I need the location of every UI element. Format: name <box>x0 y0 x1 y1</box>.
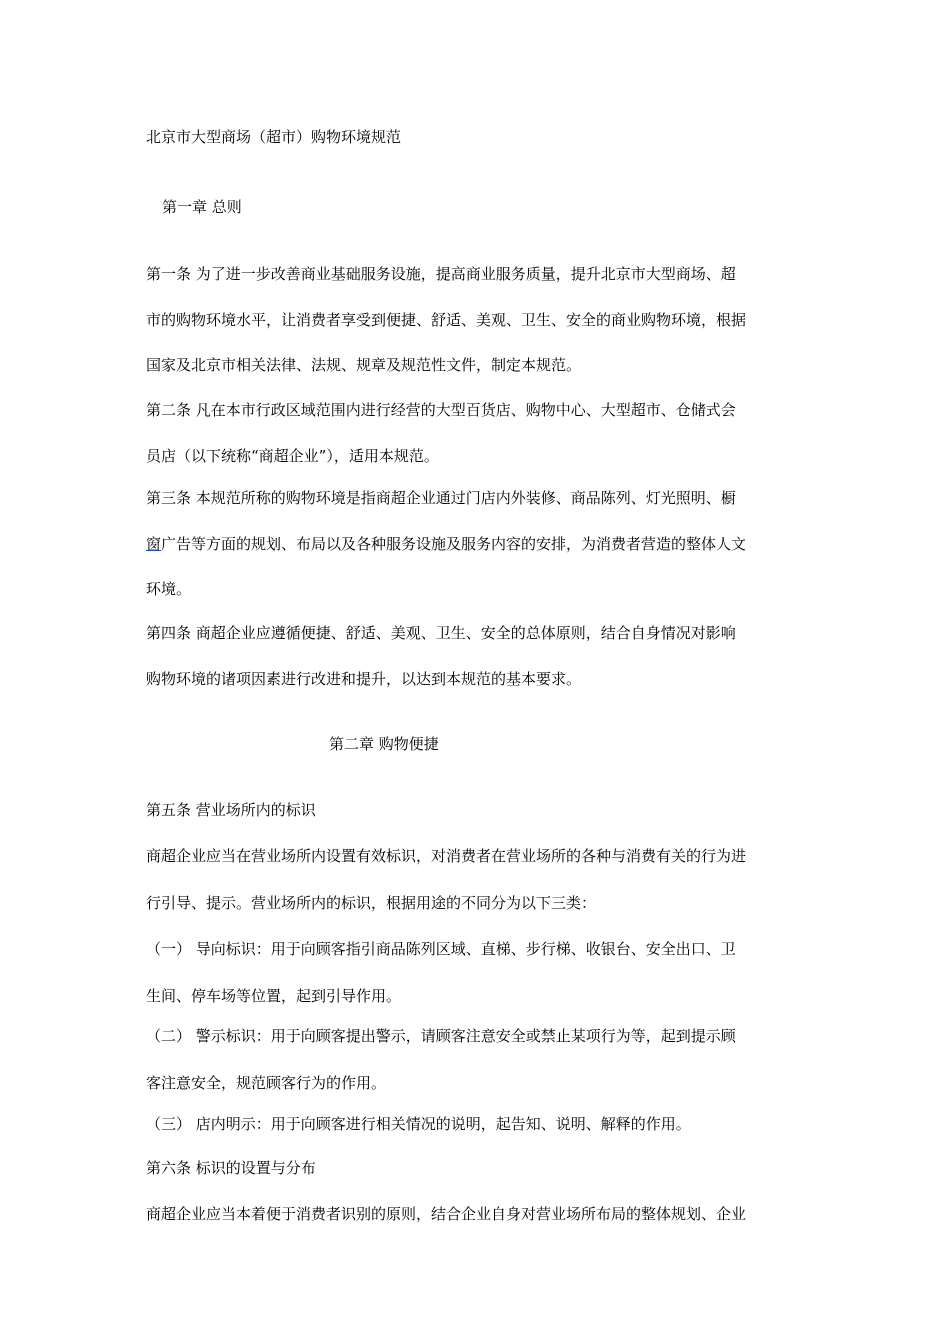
article-5-body <box>146 845 818 914</box>
article-3-line: 环境。 <box>146 580 192 598</box>
list-item-line: 客注意安全，规范顾客行为的作用。 <box>146 1073 387 1092</box>
article-3-line: 第三条 本规范所称的购物环境是指商超企业通过门店内外装修、商品陈列、灯光照明、橱 <box>146 489 736 507</box>
article-5-line: 行引导、提示。营业场所内的标识，根据用途的不同分为以下三类： <box>146 893 597 912</box>
article-6-title <box>146 1157 818 1179</box>
document-title: 北京市大型商场（超市）购物环境规范 <box>146 128 402 146</box>
list-item-1 <box>146 938 818 1007</box>
article-4-line: 购物环境的诸项因素进行改进和提升，以达到本规范的基本要求。 <box>146 669 582 688</box>
article-6-body <box>146 1203 818 1225</box>
article-6-line: 商超企业应当本着便于消费者识别的原则，结合企业自身对营业场所布局的整体规划、企业 <box>146 1205 747 1223</box>
list-item-3 <box>146 1113 818 1135</box>
article-5-title <box>146 799 818 821</box>
article-1-line: 第一条 为了进一步改善商业基础服务设施，提高商业服务质量，提升北京市大型商场、超 <box>146 265 736 283</box>
list-item-line: （三） 店内明示：用于向顾客进行相关情况的说明，起告知、说明、解释的作用。 <box>146 1115 691 1133</box>
article-4 <box>146 622 818 690</box>
article-3 <box>146 487 818 600</box>
chapter-2-heading: 第二章 购物便捷 <box>329 735 439 753</box>
article-1-line: 市的购物环境水平，让消费者享受到便捷、舒适、美观、卫生、安全的商业购物环境，根据 <box>146 310 747 329</box>
chapter-1-heading: 第一章 总则 <box>162 198 242 216</box>
list-item-line: 生间、停车场等位置，起到引导作用。 <box>146 986 402 1005</box>
article-1 <box>146 263 818 376</box>
article-3-line <box>146 533 818 555</box>
underlined-char: 窗 <box>146 534 162 553</box>
list-item-2 <box>146 1025 818 1094</box>
article-1-line: 国家及北京市相关法律、法规、规章及规范性文件，制定本规范。 <box>146 356 582 374</box>
article-2-line: 第二条 凡在本市行政区域范围内进行经营的大型百货店、购物中心、大型超市、仓储式会 <box>146 401 736 419</box>
article-6-title-text: 第六条 标识的设置与分布 <box>146 1159 316 1177</box>
article-4-line: 第四条 商超企业应遵循便捷、舒适、美观、卫生、安全的总体原则，结合自身情况对影响 <box>146 624 736 642</box>
article-5-line: 商超企业应当在营业场所内设置有效标识，对消费者在营业场所的各种与消费有关的行为进 <box>146 847 747 865</box>
article-2-line: 员店（以下统称“商超企业”），适用本规范。 <box>146 446 439 465</box>
article-5-title-text: 第五条 营业场所内的标识 <box>146 801 316 819</box>
list-item-line: （二） 警示标识：用于向顾客提出警示，请顾客注意安全或禁止某项行为等，起到提示顾 <box>146 1027 736 1045</box>
article-2 <box>146 399 818 467</box>
list-item-line: （一） 导向标识：用于向顾客指引商品陈列区域、直梯、步行梯、收银台、安全出口、卫 <box>146 940 736 958</box>
article-3-line-rest: 广告等方面的规划、布局以及各种服务设施及服务内容的安排，为消费者营造的整体人文 <box>161 534 747 553</box>
